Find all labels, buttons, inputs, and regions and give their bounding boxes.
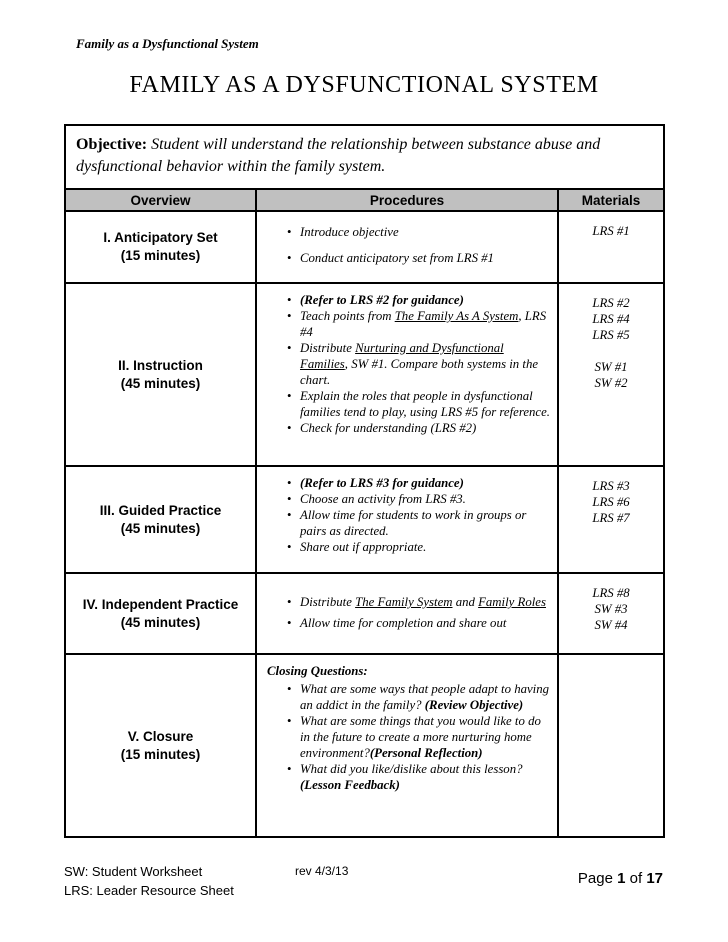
sw-legend: SW: Student Worksheet xyxy=(64,864,203,879)
overview-title: V. Closure xyxy=(127,728,194,744)
procedure-item xyxy=(287,594,551,610)
text-segment: Share out if appropriate. xyxy=(300,540,427,554)
page-indicator xyxy=(578,870,663,887)
procedure-item xyxy=(287,475,551,491)
overview-title: II. Instruction xyxy=(118,357,203,373)
procedure-item xyxy=(287,308,551,340)
overview-title: IV. Independent Practice xyxy=(82,596,239,612)
materials-item: LRS #3 xyxy=(592,479,630,493)
materials-item: SW #1 xyxy=(594,360,628,374)
text-segment: Check for understanding (LRS #2) xyxy=(300,421,477,435)
procedures-cell xyxy=(256,466,558,573)
text-segment: Teach points from xyxy=(300,309,395,323)
closing-questions-heading: Closing Questions: xyxy=(267,664,368,678)
procedure-item xyxy=(287,761,551,793)
text-segment: Nurturing and Dysfunctional Families xyxy=(300,341,504,371)
overview-title: I. Anticipatory Set xyxy=(103,230,218,245)
lesson-rows xyxy=(65,211,664,837)
procedure-item xyxy=(287,681,551,713)
text-segment: 1 xyxy=(617,870,626,887)
text-segment: (Lesson Feedback) xyxy=(300,778,400,792)
text-segment: Family Roles xyxy=(478,595,546,609)
text-segment: (Refer to LRS #2 for guidance) xyxy=(300,293,464,307)
text-segment: 17 xyxy=(646,870,663,887)
procedure-item xyxy=(287,224,551,240)
materials-cell xyxy=(558,573,664,654)
procedures-cell xyxy=(256,283,558,466)
text-segment: Page xyxy=(577,870,618,887)
text-segment: , LRS #4 xyxy=(300,309,547,339)
materials-group xyxy=(560,295,662,343)
text-segment: What did you like/dislike about this lesson? xyxy=(300,762,523,776)
overview-title: III. Guided Practice xyxy=(99,502,222,518)
overview-duration: (45 minutes) xyxy=(120,375,201,391)
text-segment: Conduct anticipatory set from LRS #1 xyxy=(300,251,494,265)
text-segment: and xyxy=(452,595,479,609)
procedure-item xyxy=(287,615,551,631)
objective-row xyxy=(65,125,664,189)
overview-duration: (15 minutes) xyxy=(120,746,201,762)
text-segment: , SW #1. Compare both systems in the chart. xyxy=(300,357,539,387)
column-header-procedures: Procedures xyxy=(256,189,558,211)
running-title: Family as a Dysfunctional System xyxy=(76,36,259,51)
materials-item: LRS #8 xyxy=(592,586,630,600)
procedure-list xyxy=(265,681,551,793)
materials-cell xyxy=(558,466,664,573)
procedure-list xyxy=(265,292,551,436)
materials-item: LRS #6 xyxy=(592,495,630,509)
procedures-cell xyxy=(256,211,558,283)
objective-text: Student will understand the relationship between substance abuse and dysfunctional behavior within the family system. xyxy=(76,136,601,175)
column-header-overview: Overview xyxy=(65,189,256,211)
materials-group xyxy=(560,359,662,391)
table-row xyxy=(65,283,664,466)
overview-cell xyxy=(65,573,256,654)
procedure-item xyxy=(287,491,551,507)
lrs-legend: LRS: Leader Resource Sheet xyxy=(64,883,234,898)
materials-item: LRS #5 xyxy=(592,328,630,342)
text-segment: (Refer to LRS #3 for guidance) xyxy=(300,476,464,490)
table-row xyxy=(65,466,664,573)
procedure-item xyxy=(287,420,551,436)
text-segment: Introduce objective xyxy=(300,225,399,239)
procedure-list xyxy=(265,224,551,266)
objective-label: Objective: xyxy=(76,136,148,153)
text-segment: Allow time for completion and share out xyxy=(300,616,507,630)
text-segment: Distribute xyxy=(300,595,356,609)
text-segment: Allow time for students to work in groups or pairs as directed. xyxy=(300,508,527,538)
materials-item: LRS #2 xyxy=(592,296,630,310)
materials-cell xyxy=(558,654,664,837)
materials-item: LRS #7 xyxy=(592,511,630,525)
text-segment: What are some ways that people adapt to having an addict in the family? xyxy=(300,682,550,712)
materials-item: SW #3 xyxy=(594,602,628,616)
materials-group xyxy=(560,223,662,239)
column-header-materials: Materials xyxy=(558,189,664,211)
materials-item: SW #4 xyxy=(594,618,628,632)
text-segment: of xyxy=(625,870,647,887)
materials-item: LRS #1 xyxy=(592,224,630,238)
overview-cell xyxy=(65,654,256,837)
materials-group xyxy=(560,585,662,633)
table-row xyxy=(65,211,664,283)
table-row xyxy=(65,654,664,837)
procedure-item xyxy=(287,388,551,420)
materials-cell xyxy=(558,283,664,466)
procedure-list xyxy=(265,475,551,555)
procedure-item xyxy=(287,250,551,266)
table-header-row xyxy=(65,189,664,211)
overview-duration: (15 minutes) xyxy=(120,248,201,263)
procedure-item xyxy=(287,539,551,555)
procedure-item xyxy=(287,292,551,308)
text-segment: The Family System xyxy=(355,595,453,609)
overview-duration: (45 minutes) xyxy=(120,614,201,630)
text-segment: Distribute xyxy=(300,341,356,355)
lesson-plan-table xyxy=(64,124,665,838)
procedure-list xyxy=(265,594,551,631)
overview-duration: (45 minutes) xyxy=(120,520,201,536)
text-segment: The Family As A System xyxy=(394,309,519,323)
overview-cell xyxy=(65,283,256,466)
page-title: FAMILY AS A DYSFUNCTIONAL SYSTEM xyxy=(129,72,599,98)
table-row xyxy=(65,573,664,654)
procedure-item xyxy=(287,507,551,539)
procedures-cell xyxy=(256,573,558,654)
procedure-item xyxy=(287,713,551,761)
overview-cell xyxy=(65,466,256,573)
materials-group xyxy=(560,478,662,526)
text-segment: What are some things that you would like to do in the future to create a more nurturing home environment? xyxy=(300,714,541,760)
revision-date: rev 4/3/13 xyxy=(295,864,349,878)
footer-legend xyxy=(64,862,234,900)
text-segment: (Personal Reflection) xyxy=(369,746,483,760)
materials-item: LRS #4 xyxy=(592,312,630,326)
procedure-item xyxy=(287,340,551,388)
text-segment: Choose an activity from LRS #3. xyxy=(300,492,466,506)
procedures-cell xyxy=(256,654,558,837)
overview-cell xyxy=(65,211,256,283)
materials-item: SW #2 xyxy=(594,376,628,390)
objective-cell xyxy=(65,125,664,189)
materials-cell xyxy=(558,211,664,283)
text-segment: (Review Objective) xyxy=(424,698,524,712)
text-segment: Explain the roles that people in dysfunctional families tend to play, using LRS #5 for reference. xyxy=(300,389,550,419)
